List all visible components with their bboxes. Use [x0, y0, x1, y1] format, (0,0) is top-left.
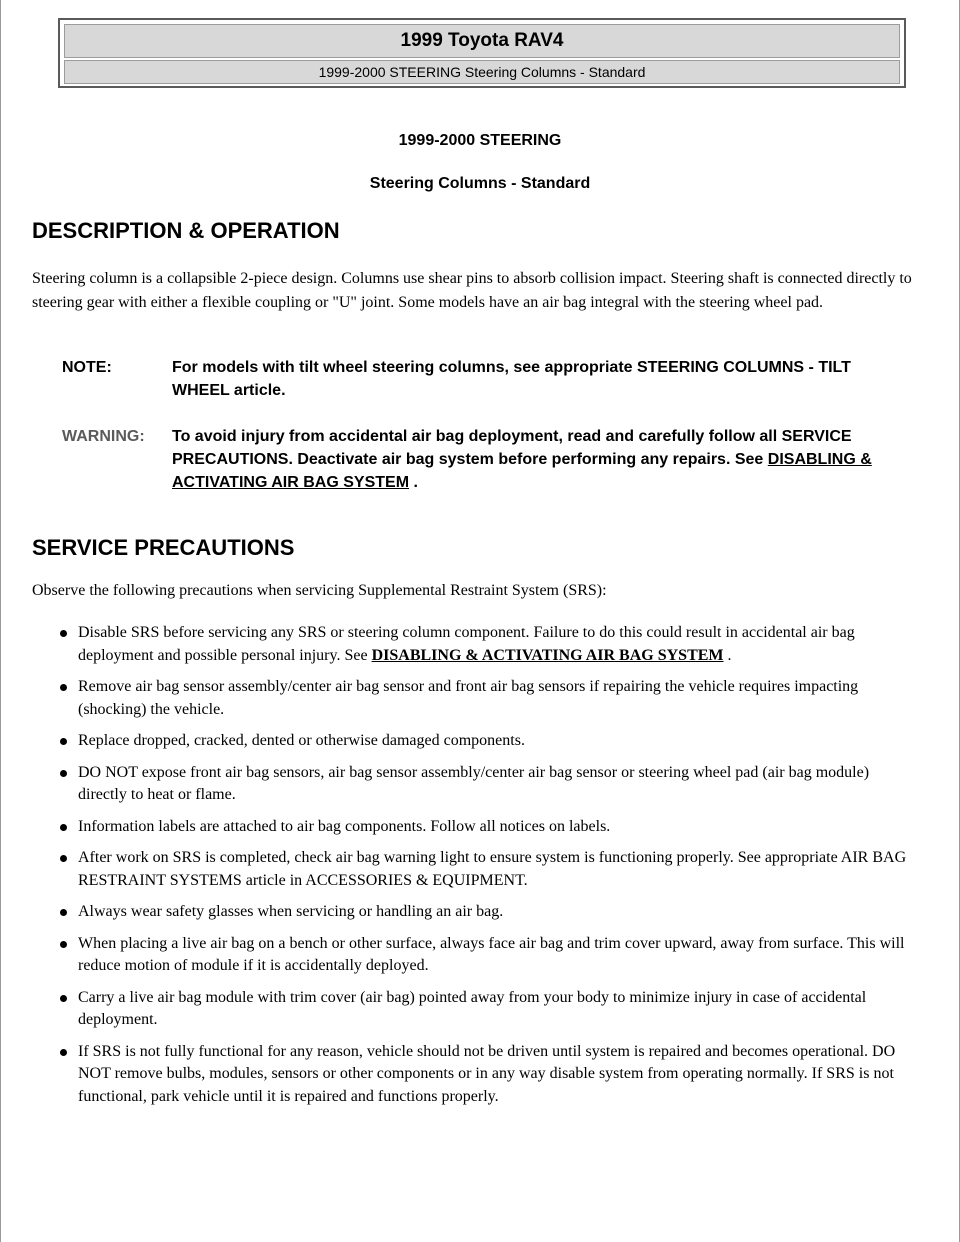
- warning-block: [62, 425, 882, 494]
- bullet-icon: [60, 909, 67, 916]
- bullet-text: Always wear safety glasses when servicing or handling an air bag.: [78, 903, 504, 920]
- note-text: For models with tilt wheel steering columns, see appropriate STEERING COLUMNS - TILT WHEEL article.: [172, 359, 851, 399]
- note-label: NOTE:: [62, 359, 112, 376]
- bullet-icon: [60, 770, 67, 777]
- list-item: [60, 622, 915, 667]
- list-item: [60, 676, 915, 721]
- warning-label: WARNING:: [62, 428, 145, 445]
- bullet-icon: [60, 995, 67, 1002]
- list-item: [60, 816, 915, 839]
- bullet-tail: .: [723, 646, 732, 664]
- precautions-list: [60, 622, 915, 1117]
- document-title: 1999-2000 STEERING: [398, 132, 562, 149]
- bullet-icon: [60, 824, 67, 831]
- warning-tail: .: [409, 474, 418, 491]
- list-item: [60, 1041, 915, 1109]
- list-item: [60, 901, 915, 924]
- list-item: [60, 987, 915, 1032]
- bullet-icon: [60, 855, 67, 862]
- bullet-disabling-link[interactable]: DISABLING & ACTIVATING AIR BAG SYSTEM: [371, 646, 724, 664]
- warning-text-container: [172, 425, 882, 494]
- list-item: [60, 730, 915, 753]
- bullet-text: DO NOT expose front air bag sensors, air bag sensor assembly/center air bag sensor or steering wheel pad (air bag module) directly to heat or flame.: [78, 763, 870, 803]
- bullet-icon: [60, 684, 67, 691]
- section-heading-description: DESCRIPTION & OPERATION: [32, 218, 340, 243]
- bullet-text: Remove air bag sensor assembly/center air bag sensor and front air bag sensors if repairing the vehicle requires impacting (shocking) the vehicle.: [78, 678, 859, 718]
- bullet-text: Replace dropped, cracked, dented or otherwise damaged components.: [78, 732, 525, 749]
- bullet-icon: [60, 1049, 67, 1056]
- precautions-intro: Observe the following precautions when servicing Supplemental Restraint System (SRS):: [32, 582, 607, 599]
- bullet-text: Carry a live air bag module with trim cover (air bag) pointed away from your body to minimize injury in case of accidental deployment.: [78, 988, 867, 1028]
- bullet-text: Disable SRS before servicing any SRS or steering column component. Failure to do this could result in accidental air bag deployment and possible personal injury. See: [78, 624, 855, 664]
- list-item: [60, 933, 915, 978]
- header-title: 1999 Toyota RAV4: [64, 24, 900, 58]
- warning-disabling-link[interactable]: DISABLING & ACTIVATING AIR BAG SYSTEM: [172, 451, 872, 491]
- description-paragraph: Steering column is a collapsible 2-piece design. Columns use shear pins to absorb collision impact. Steering shaft is connected directly to steering gear with either a flexible coupling or "U" joint. Some models have an air bag integral with the steering wheel pad.: [32, 270, 912, 311]
- list-item: [60, 847, 915, 892]
- note-block: [62, 356, 882, 402]
- bullet-icon: [60, 738, 67, 745]
- bullet-text: If SRS is not fully functional for any reason, vehicle should not be driven until system is repaired and becomes operational. DO NOT remove bulbs, modules, sensors or other components or in any way disable system from operating normally. If SRS is not functional, park vehicle until it is repaired and functions properly.: [78, 1042, 896, 1105]
- bullet-icon: [60, 941, 67, 948]
- document-subtitle: Steering Columns - Standard: [369, 175, 591, 192]
- bullet-text: When placing a live air bag on a bench or other surface, always face air bag and trim cover upward, away from surface. This will reduce motion of module if it is accidentally deployed.: [78, 934, 905, 974]
- warning-text: To avoid injury from accidental air bag deployment, read and carefully follow all SERVICE PRECAUTIONS. Deactivate air bag system before performing any repairs. See: [172, 428, 852, 468]
- bullet-text: Information labels are attached to air bag components. Follow all notices on labels.: [78, 817, 611, 835]
- list-item: [60, 762, 915, 807]
- header-subtitle: 1999-2000 STEERING Steering Columns - Standard: [64, 60, 900, 84]
- bullet-text: After work on SRS is completed, check air bag warning light to ensure system is functioning properly. See appropriate AIR BAG RESTRAINT SYSTEMS article in ACCESSORIES & EQUIPMENT.: [78, 849, 907, 889]
- page-header: [58, 18, 906, 88]
- section-heading-precautions: SERVICE PRECAUTIONS: [32, 535, 295, 560]
- bullet-icon: [60, 630, 67, 637]
